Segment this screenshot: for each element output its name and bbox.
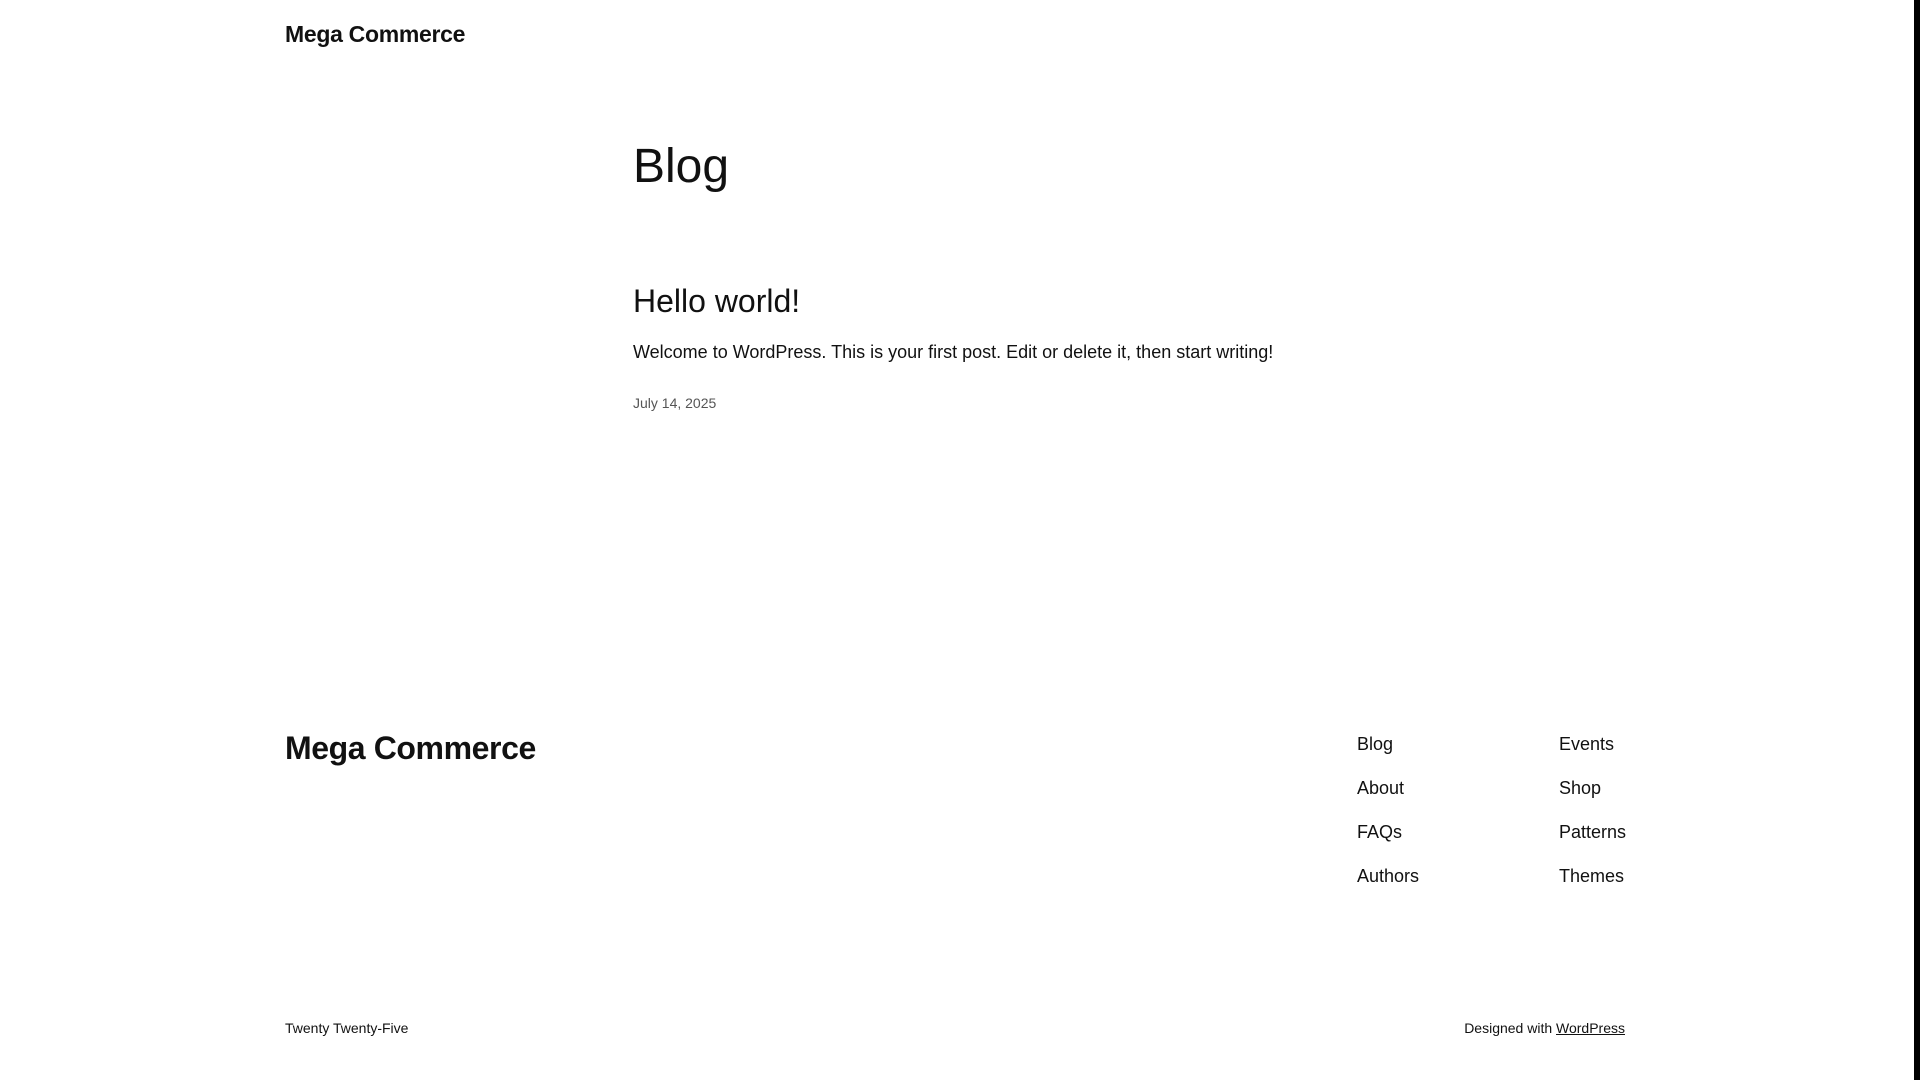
footer-link-authors[interactable]: Authors [1357, 866, 1420, 886]
page-title: Blog [633, 140, 730, 193]
footer-nav-column-1 [1357, 732, 1419, 908]
header-site-title[interactable]: Mega Commerce [285, 21, 466, 47]
footer-link-events[interactable]: Events [1559, 734, 1615, 754]
footer-designed-prefix: Designed with [1464, 1020, 1553, 1036]
vertical-scrollbar[interactable] [1914, 0, 1920, 1080]
footer-link-shop[interactable]: Shop [1559, 778, 1602, 798]
footer-wordpress-link[interactable]: WordPress [1556, 1020, 1625, 1036]
footer-link-faqs[interactable]: FAQs [1357, 822, 1403, 842]
footer-theme-credit: Twenty Twenty-Five [285, 1020, 409, 1036]
footer-link-blog[interactable]: Blog [1357, 734, 1394, 754]
footer-link-about[interactable]: About [1357, 778, 1405, 798]
post-excerpt: Welcome to WordPress. This is your first post. Edit or delete it, then start writing! [633, 342, 1274, 362]
footer-nav-column-2 [1559, 732, 1626, 908]
post-title-link[interactable]: Hello world! [633, 283, 801, 319]
footer-link-patterns[interactable]: Patterns [1559, 822, 1627, 842]
footer-link-themes[interactable]: Themes [1559, 866, 1625, 886]
post-date: July 14, 2025 [633, 395, 717, 411]
footer-site-title[interactable]: Mega Commerce [285, 730, 536, 766]
footer-designed-with [1464, 1019, 1625, 1037]
